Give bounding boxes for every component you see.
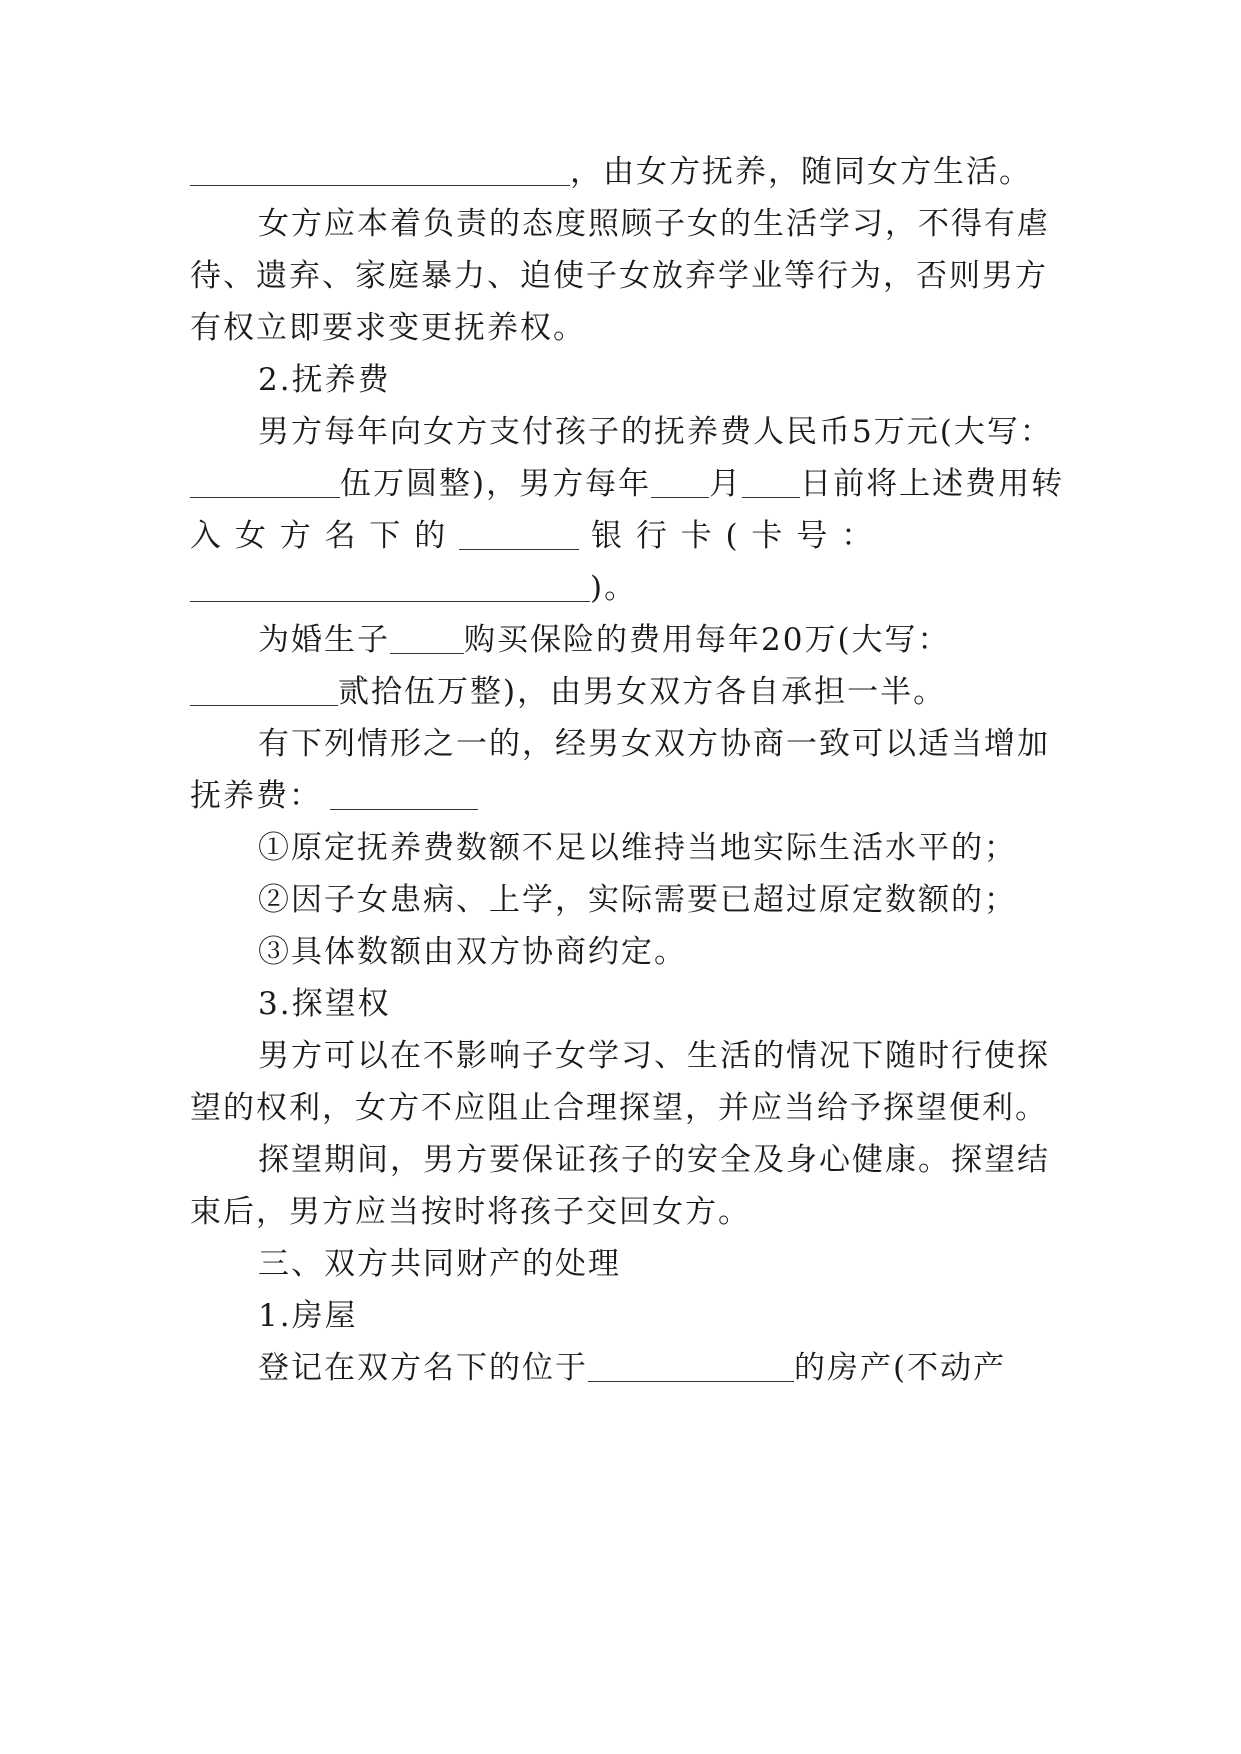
fill-blank [651,467,709,498]
text-line: 登记在双方名下的位于 的房产(不动产 [258,1350,1007,1386]
fill-blank [190,675,338,706]
fill-blank [190,571,590,602]
text-line: 女方应本着负责的态度照顾子女的生活学习，不得有虐 [258,206,1050,242]
fill-blank [588,1351,794,1382]
section-heading: 2.抚养费 [258,362,391,398]
text-line: )。 [190,568,1050,608]
fill-blank [742,467,800,498]
section-heading: 3.探望权 [258,986,391,1022]
fill-blank [390,623,464,654]
fill-blank [190,467,340,498]
list-item: ②因子女患病、上学，实际需要已超过原定数额的； [258,882,1017,918]
text-line: 为婚生子 购买保险的费用每年20万(大写： [258,622,951,658]
text-line: 抚养费： [190,776,1050,816]
text-line: 伍万圆整)，男方每年 月 日前将上述费用转 [190,464,1050,504]
fill-blank [330,779,478,810]
text-line: 男方可以在不影响子女学习、生活的情况下随时行使探 [258,1038,1050,1074]
text-line: 有下列情形之一的，经男女双方协商一致可以适当增加 [258,726,1050,762]
list-item: ③具体数额由双方协商约定。 [258,934,687,970]
text-line: 有权立即要求变更抚养权。 [190,310,586,346]
text-line: 贰拾伍万整)，由男女双方各自承担一半。 [190,672,1050,712]
section-heading: 1.房屋 [258,1298,358,1334]
text-line: 入 女 方 名 下 的 银 行 卡 ( 卡 号 ： [190,518,875,554]
text-line: 探望期间，男方要保证孩子的安全及身心健康。探望结 [258,1142,1050,1178]
list-item: ①原定抚养费数额不足以维持当地实际生活水平的； [258,830,1017,866]
section-heading: 三、双方共同财产的处理 [258,1246,621,1282]
text-line: 束后，男方应当按时将孩子交回女方。 [190,1194,751,1230]
text-line: 望的权利，女方不应阻止合理探望，并应当给予探望便利。 [190,1090,1048,1126]
text-line: ，由女方抚养，随同女方生活。 [190,152,1050,192]
text-line: 待、遗弃、家庭暴力、迫使子女放弃学业等行为，否则男方 [190,258,1048,294]
fill-blank [459,519,579,550]
fill-blank [190,155,570,186]
text-line: 男方每年向女方支付孩子的抚养费人民币5万元(大写： [258,414,1053,450]
